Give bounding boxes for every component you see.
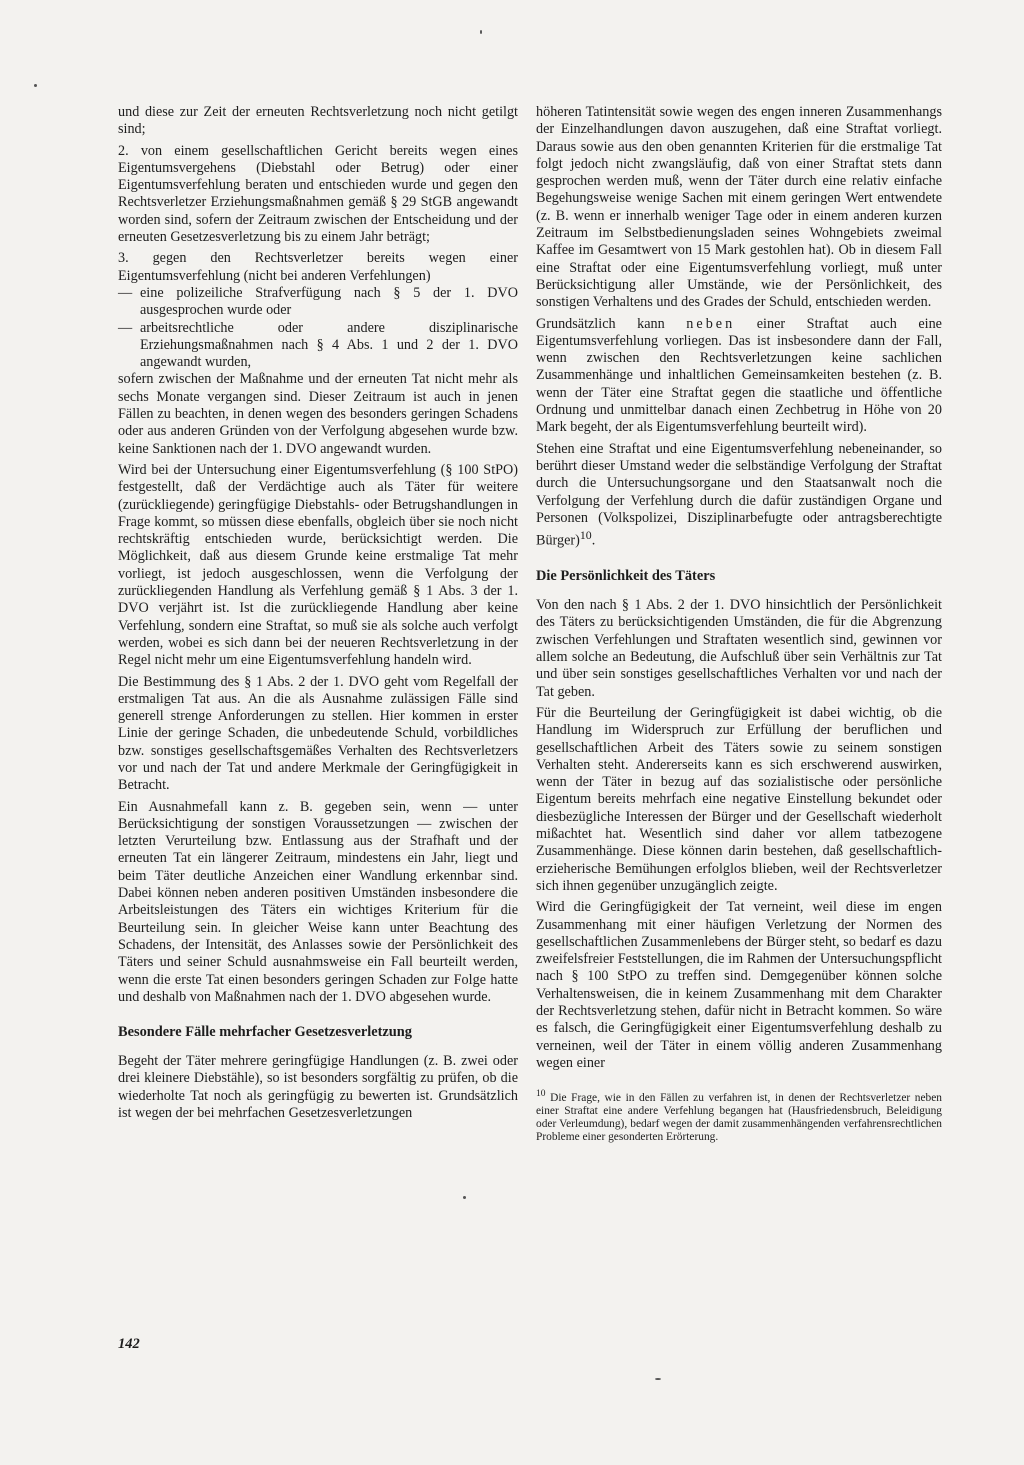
paragraph: und diese zur Zeit der erneuten Rechtsverletzung noch nicht getilgt sind; [118,104,518,138]
scan-speck [463,1196,466,1199]
text-run: . [591,532,596,549]
paragraph: Für die Beurteilung der Geringfügigkeit ist dabei wichtig, ob die Handlung im Widerspruch zur Erfüllung der beruflichen und gesellschaftlichen Arbeit des Täters sowie zu seinem sonstigen Verhalten steht. Andererseits kann es sich erschwerend auswirken, wenn der Täter in bezug auf das sozialistische oder persönliche Eigentum bereits mehrfach eine negative Einstellung bekundet oder diesbezügliche Interessen der Bürger und der Gesellschaft wiederholt mißachtet hat. Wesentlich sind daher vor allem tatbezogene Zusammenhänge. Diese können darin bestehen, daß gesellschaftlich-erzieherische Bemühungen erfolglos blieben, weil der Rechtsverletzer sich ihnen gegenüber unzugänglich zeigte. [536,704,942,894]
scan-speck [480,30,482,34]
dash-marker: — [118,284,133,301]
text-run: Grundsätzlich kann [536,315,687,332]
page-number: 142 [118,1336,140,1352]
paragraph: Die Bestimmung des § 1 Abs. 2 der 1. DVO geht vom Regelfall der erstmaligen Tat aus. An die als Ausnahme zulässigen Fälle sind generell strenge Anforderungen zu stellen. Hier kommen in erster Linie der geringe Schaden, die unbedeutende Schuld, vorbildliches bzw. sonstiges gesellschaftsgemäßes Verhalten des Rechtsverletzers vor und nach der Tat und andere Merkmale der Geringfügigkeit in Betracht. [118,673,518,794]
dash-list-item [118,285,518,320]
paragraph: höheren Tatintensität sowie wegen des engen inneren Zusammenhangs der Einzelhandlungen davon auszugehen, daß eine Straftat vorliegt. Daraus sowie aus den oben genannten Kriterien für die erstmalige Tat folgt jedoch nicht zwangsläufig, daß von einer Straftat stets dann gesprochen werden muß, wenn der Täter durch eine relativ einfache Begehungsweise wenige Sachen mit einem geringen Wert entwendete (z. B. wenn er innerhalb weniger Tage oder in einem anderen kurzen Zeitraum im Selbstbedienungsladen seines Wohngebiets zweimal Kaffee im Gesamtwert von 15 Mark gestohlen hat). Ob in diesem Fall eine Straftat oder eine Eigentumsverfehlung vorliegt, muß unter Berücksichtigung aller Umstände, wie der Persönlichkeit, des sonstigen Verhaltens und des Grades der Schuld, entschieden werden. [536,104,942,311]
paragraph [536,316,942,437]
paragraph: Wird die Geringfügigkeit der Tat verneint, weil diese im engen Zusammenhang mit einer häufigen Verletzung der Normen des gesellschaftlichen Zusammenlebens der Bürger steht, so bedarf es dazu zweifelsfreier Feststellungen, die im Rahmen der Untersuchungspflicht nach § 100 StPO zu treffen sind. Demgegenüber können solche Verhaltensweisen, die in keinem Zusammenhang mit dem Charakter der Rechtsverletzung stehen, dafür nicht in Betracht kommen. So wäre es falsch, die Geringfügigkeit einer Eigentumsverfehlung deshalb zu verneinen, weil der Täter in einem völlig anderen Zusammenhang wegen einer [536,899,942,1071]
section-heading: Besondere Fälle mehrfacher Gesetzesverletzung [118,1024,412,1041]
dash-item-text: arbeitsrechtliche oder andere disziplinarische Erziehungsmaßnahmen nach § 4 Abs. 1 und 2 der 1. DVO angewandt wurden, [140,319,518,371]
scan-speck [655,1378,661,1380]
right-column [536,104,942,1144]
paragraph: Ein Ausnahmefall kann z. B. gegeben sein, wenn — unter Berücksichtigung der sonstigen Voraussetzungen — zwischen der letzten Verurteilung bzw. Entlassung aus der Strafhaft und der erneuten Tat ein längerer Zeitraum, mindestens ein Jahr, liegt und beim Täter deutliche Anzeichen einer Wandlung erkennbar sind. Dabei können neben anderen positiven Umständen insbesondere die Arbeitsleistungen des Täters ein wichtiges Kriterium für die Beurteilung sein. In gleicher Weise kann unter Beachtung des Schadens, der Intensität, des Anlasses sowie der Persönlichkeit des Täters und seiner Schuld ausnahmsweise ein Fall beurteilt werden, wenn die erste Tat einen besonders geringen Schaden zur Folge hatte und deshalb von Maßnahmen nach der 1. DVO abgesehen wurde. [118,798,518,1005]
paragraph: Wird bei der Untersuchung einer Eigentumsverfehlung (§ 100 StPO) festgestellt, daß der Verdächtige auch als Täter für weitere (zurückliegende) geringfügige Diebstahls- oder Betrugshandlungen in Frage kommt, so müssen diese ebenfalls, obgleich über sie noch nicht rechtskräftig entschieden wurde, berücksichtigt werden. Die Möglichkeit, daß aus diesem Grunde keine erstmalige Tat mehr vorliegt, ist jedoch ausgeschlossen, wenn die Verfolgung der zurückliegenden Handlung als Verfehlung gemäß § 1 Abs. 3 der 1. DVO verjährt ist. Ist die zurückliegende Handlung aber keine Verfehlung, sondern eine Straftat, so muß sie als solche auch verfolgt werden, wobei es sich dann bei der neueren Rechtsverletzung in der Regel nicht mehr um eine Eigentumsverfehlung handeln wird. [118,461,518,669]
text-run: Stehen eine Straftat und eine Eigentumsverfehlung nebeneinander, so berührt dieser Umstand weder die selbständige Verfolgung der Straftat durch die Untersuchungsorgane und den Staatsanwalt noch die Verfolgung der Verfehlung durch die dafür zuständigen Organe und Personen (Volkspolizei, Disziplinarbefugte oder antragsberechtigte Bürger) [536,440,942,549]
footnote-body: Die Frage, wie in den Fällen zu verfahren ist, in denen der Rechtsverletzer neben einer Straftat eine andere Verfehlung begangen hat (Hausfriedensbruch, Beleidigung oder Verleumdung), bedarf wegen der damit zusammenhängenden verfahrensrechtlichen Probleme einer gesonderten Erörterung. [536,1091,942,1143]
footnote-number: 10 [536,1089,546,1100]
text-run: einer Straftat auch eine Eigentumsverfehlung vorliegen. Das ist insbesondere dann der Fall, wenn zwischen den Rechtsverletzungen keine sachlichen Zusammenhänge und inhaltlichen Gemeinsamkeiten bestehen (z. B. wenn der Täter eine Straftat gegen die staatliche und öffentliche Ordnung und unmittelbar danach einen Zechbetrug in Höhe von 20 Mark begeht, der als Eigentumsverfehlung beurteilt wird). [536,315,942,436]
section-heading: Die Persönlichkeit des Täters [536,568,716,585]
footnote-text [536,1088,942,1144]
paragraph [536,441,942,551]
footnote-reference: 10 [579,528,592,543]
paragraph: sofern zwischen der Maßnahme und der erneuten Tat nicht mehr als sechs Monate vergangen sind. Dieser Zeitraum ist auch in jenen Fällen zu beachten, in denen wegen des besonders geringen Schadens oder aus anderen Gründen von der Verfolgung abgesehen wurde bzw. keine Sanktionen nach der 1. DVO angewandt wurden. [118,371,518,457]
dash-marker: — [118,319,133,336]
numbered-item-2: 2. von einem gesellschaftlichen Gericht bereits wegen eines Eigentumsvergehens (Diebstahl oder Betrug) oder einer Eigentumsverfehlung beraten und entschieden wurde und gegen den Rechtsverletzer Erziehungsmaßnahmen gemäß § 29 StGB angewandt worden sind, sofern der Zeitraum zwischen der Entscheidung und der erneuten Gesetzesverletzung bis zu einem Jahr beträgt; [118,142,518,246]
footnote [536,1088,942,1144]
left-column [118,104,518,1126]
paragraph: Begeht der Täter mehrere geringfügige Handlungen (z. B. zwei oder drei kleinere Diebstähle), so ist besonders sorgfältig zu prüfen, ob die wiederholte Tat noch als geringfügig zu bewerten ist. Grundsätzlich ist wegen der bei mehrfachen Gesetzesverletzungen [118,1053,518,1122]
numbered-item-3: 3. gegen den Rechtsverletzer bereits wegen einer Eigentumsverfehlung (nicht bei anderen Verfehlungen) [118,250,518,284]
paragraph: Von den nach § 1 Abs. 2 der 1. DVO hinsichtlich der Persönlichkeit des Täters zu berücksichtigenden Umständen, die für die Abgrenzung zwischen Verfehlungen und Straftaten wesentlich sind, gewinnen vor allem solche an Bedeutung, die Aufschluß über sein Verhältnis zur Tat und über sein sonstiges gesellschaftliches Verhalten vor und nach der Tat geben. [536,597,942,700]
dash-item-text: eine polizeiliche Strafverfügung nach § 5 der 1. DVO ausgesprochen wurde oder [140,284,518,319]
dash-list-item [118,320,518,372]
emphasized-word: neben [686,315,736,332]
scan-speck [34,84,37,87]
